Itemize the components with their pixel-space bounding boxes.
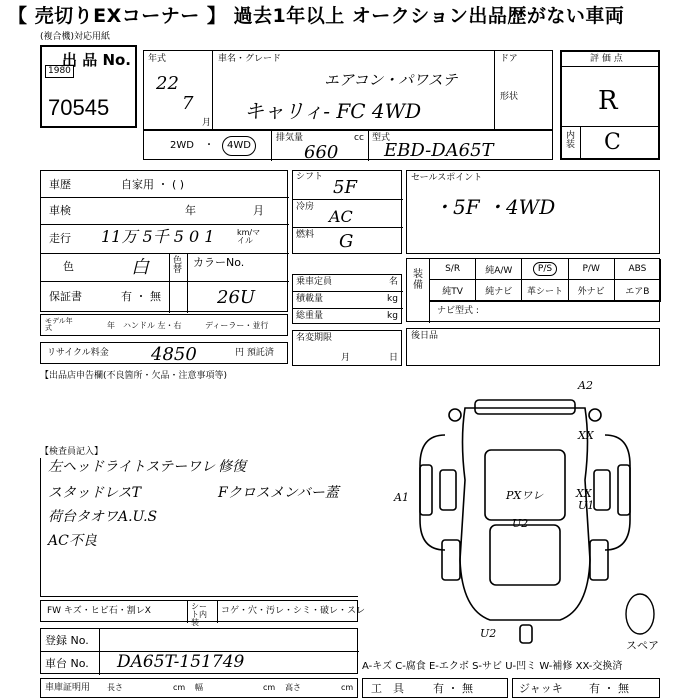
- history-label: 車歴: [49, 178, 71, 191]
- recycle-value: 4850: [151, 344, 197, 365]
- spare-label: スペア: [626, 639, 659, 652]
- displacement-unit: cc: [354, 133, 364, 143]
- details-box: [40, 170, 288, 312]
- ac-label: 冷房: [296, 202, 315, 212]
- cert-length-unit: cm: [173, 683, 186, 692]
- form-subtitle: (複合機)対応用紙: [40, 32, 111, 42]
- warranty-label: 保証書: [49, 290, 82, 303]
- year-value: 22: [156, 73, 179, 94]
- shift-box: [292, 170, 402, 254]
- seat-line: コゲ・穴・汚レ・シミ・破レ・スレ: [221, 606, 366, 616]
- fuel-label: 燃料: [296, 230, 315, 240]
- transfer-label: 名変期限: [296, 333, 333, 343]
- jack-label: ジャッキ: [519, 682, 563, 695]
- model-year-unit: 年: [107, 321, 115, 330]
- mark-u2-center: U2: [512, 517, 529, 530]
- mark-xx-side: XX: [576, 487, 592, 500]
- score-value: R: [598, 86, 618, 116]
- sales-point-box: [406, 170, 660, 254]
- name-label: 車名・グレード: [218, 54, 282, 64]
- year-label: 年式: [148, 54, 167, 64]
- glass-seat-row: [40, 600, 366, 627]
- chassis-label: 車台 No.: [45, 657, 89, 670]
- transfer-box: [292, 330, 402, 366]
- tool-label: 工 具: [371, 682, 404, 695]
- mark-xx-top: XX: [578, 429, 594, 442]
- name-line1: エアコン・パワステ: [324, 71, 458, 89]
- mileage-unit: km/マイル: [237, 228, 261, 245]
- mark-a1: A1: [394, 491, 409, 504]
- mileage-value: 11万 5千 5 0 1: [101, 227, 215, 246]
- color-label: 色: [63, 260, 74, 273]
- defect-note: 【出品店申告欄(不良箇所・欠品・注意事項等): [40, 371, 228, 381]
- note-left-4: AC不良: [48, 533, 97, 549]
- note-right-2: Fクロスメンバー蓋: [218, 485, 339, 501]
- vehicle-info-box: [143, 50, 553, 130]
- model-year-label: モデル年式: [45, 317, 73, 332]
- inspection-label: 車検: [49, 204, 71, 217]
- glass-line: FW キズ・ヒビ石・割レX: [47, 606, 151, 616]
- lot-year-mark: 1980: [45, 65, 74, 78]
- door-label: ドア: [500, 54, 518, 64]
- drive-row: 2WD ・ 4WD 排気量 cc 660 型式 EBD-DA65T: [143, 130, 553, 160]
- capacity-label: 乗車定員: [296, 277, 333, 287]
- note-left-2: スタッドレスT: [48, 485, 141, 501]
- model-label: 型式: [372, 133, 391, 143]
- color-no-label: カラーNo.: [193, 256, 245, 269]
- transfer-day: 日: [389, 353, 399, 363]
- cert-width: 幅: [195, 683, 203, 692]
- ship-label: 後日品: [411, 331, 439, 341]
- score-label: 評 価 点: [590, 54, 623, 64]
- equip-item-2-5: エアB: [615, 280, 661, 301]
- mark-u2-bottom: U2: [480, 627, 497, 640]
- drive-2wd: 2WD: [170, 140, 194, 151]
- interior-value: C: [604, 130, 621, 155]
- equip-item-2-4: 外ナビ: [569, 280, 615, 301]
- shift-label: シフト: [296, 172, 324, 182]
- reg-label: 登録 No.: [45, 634, 89, 647]
- jack-box: [512, 678, 660, 698]
- equip-item-2-2: 純ナビ: [476, 280, 522, 301]
- transfer-month: 月: [341, 353, 351, 363]
- inspection-year: 年: [185, 204, 196, 217]
- lot-number-box: [40, 45, 137, 128]
- warranty-options: 有 ・ 無: [121, 290, 161, 303]
- equip-item-1-1: S/R: [430, 259, 476, 280]
- jack-options: 有 ・ 無: [589, 682, 629, 695]
- load-label: 積載量: [296, 294, 324, 304]
- registration-box: [40, 628, 358, 674]
- shift-value: 5F: [333, 177, 357, 198]
- mark-px: PXワレ: [506, 489, 544, 502]
- equip-item-1-4: P/W: [569, 259, 615, 280]
- note-right-1: 修復: [218, 459, 246, 475]
- note-left-1: 左ヘッドライトステーワレ: [48, 459, 216, 475]
- legend: A-キズ C-腐食 E-エクボ S-サビ U-凹ミ W-補修 XX-交換済: [362, 661, 623, 672]
- capacity-box: [292, 274, 402, 324]
- displacement-value: 660: [304, 142, 339, 163]
- sales-point-value: ・5F ・4WD: [433, 195, 556, 219]
- displacement-label: 排気量: [276, 133, 304, 143]
- month-value: 7: [182, 93, 194, 114]
- recycle-row: [40, 342, 288, 364]
- seat-label: シート内装: [191, 602, 207, 627]
- model-value: EBD-DA65T: [384, 140, 494, 161]
- color-value: 白: [131, 257, 149, 278]
- tool-options: 有 ・ 無: [433, 682, 473, 695]
- equip-label: 装備: [413, 269, 423, 291]
- cert-width-unit: cm: [263, 683, 276, 692]
- mark-u1: U1: [578, 499, 595, 512]
- inspection-month: 月: [253, 204, 264, 217]
- shape-label: 形状: [500, 92, 519, 102]
- equip-item-1-2: 純A/W: [476, 259, 522, 280]
- equip-item-2-3: 革シート: [522, 280, 568, 301]
- month-unit: 月: [202, 118, 212, 128]
- gross-unit: kg: [387, 311, 398, 321]
- gross-label: 総重量: [296, 311, 324, 321]
- handle-label: ハンドル 左・右: [123, 321, 182, 330]
- ship-later-box: [406, 328, 660, 366]
- spare-tire-icon: [620, 590, 660, 638]
- cert-height: 高さ: [285, 683, 301, 692]
- mark-a2: A2: [578, 379, 593, 392]
- history-options: 自家用 ・ ( ): [121, 178, 185, 191]
- page-header: 【 売切りEXコーナー 】 過去1年以上 オークション出品歴がない車両: [0, 0, 700, 32]
- mileage-label: 走行: [49, 232, 71, 245]
- sales-point-label: セールスポイント: [411, 173, 483, 183]
- lot-number: 70545: [48, 95, 110, 120]
- nav-type-label: ナビ型式 :: [437, 306, 479, 316]
- fuel-value: G: [339, 231, 354, 252]
- capacity-unit: 名: [389, 277, 399, 287]
- equip-item-2-1: 純TV: [430, 280, 476, 301]
- cert-label: 車庫証明用: [45, 683, 91, 693]
- recycle-unit: 円 預託済: [235, 348, 274, 358]
- color-change-label: 色替: [173, 256, 183, 275]
- lot-label: 出 品 No.: [62, 51, 132, 69]
- score-box: [560, 50, 660, 160]
- model-year-row: [40, 314, 288, 336]
- recycle-label: リサイクル料金: [47, 348, 109, 358]
- tool-box: [362, 678, 508, 698]
- name-line2: キャリィ- FC 4WD: [244, 99, 422, 123]
- note-left-3: 荷台タオワA.U.S: [48, 509, 158, 525]
- load-unit: kg: [387, 294, 398, 304]
- equip-item-1-3: P/S: [522, 259, 568, 280]
- equipment-grid: [430, 259, 661, 301]
- chassis-value: DA65T-151749: [117, 652, 245, 672]
- interior-label: 内装: [566, 131, 576, 150]
- inspector-label: 【検査員記入】: [40, 447, 104, 457]
- color-no-value: 26U: [217, 287, 256, 308]
- cert-height-unit: cm: [341, 683, 354, 692]
- cert-length: 長さ: [107, 683, 123, 692]
- cert-row: [40, 678, 358, 698]
- equipment-box: [406, 258, 660, 322]
- dealer-label: ディーラー・並行: [205, 321, 269, 330]
- equip-item-1-5: ABS: [615, 259, 661, 280]
- drive-4wd: 4WD: [222, 136, 256, 156]
- ac-value: AC: [329, 207, 353, 226]
